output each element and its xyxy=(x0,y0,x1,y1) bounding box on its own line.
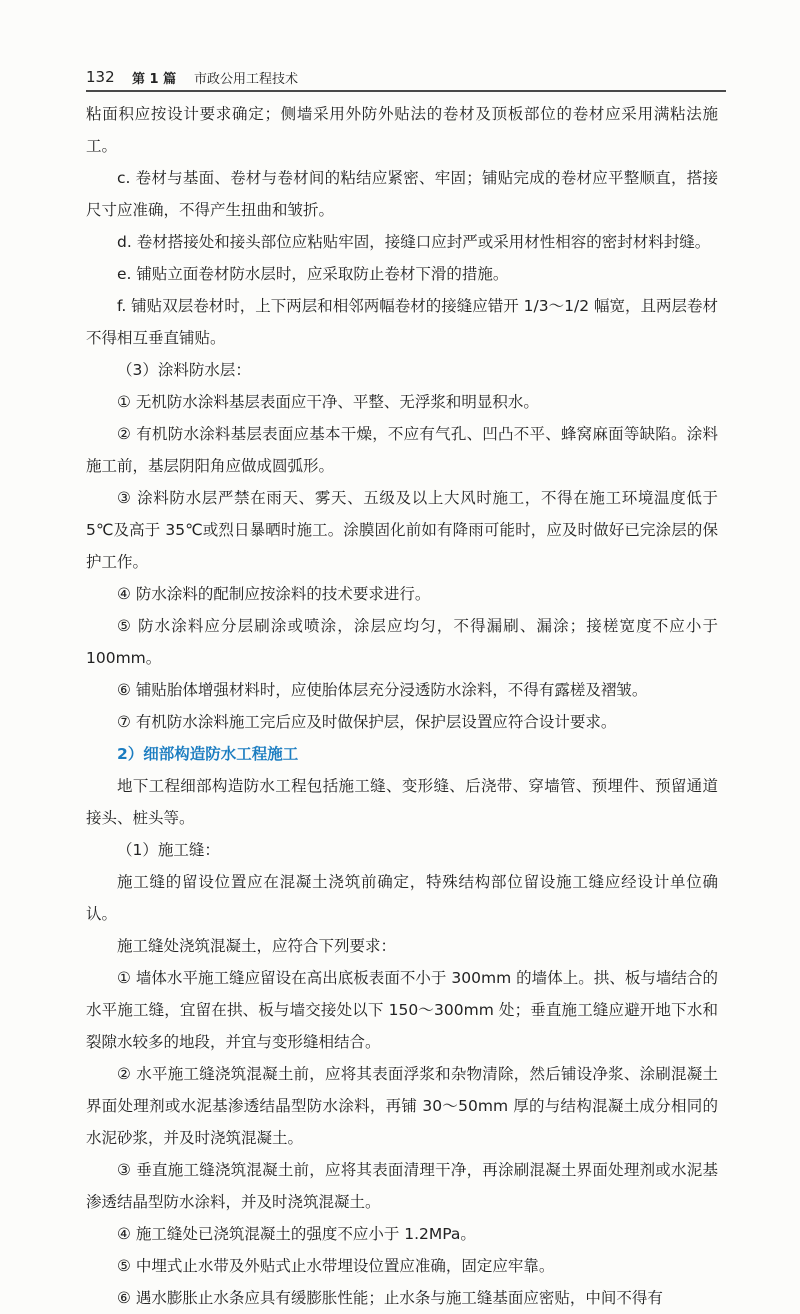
paragraph: f. 铺贴双层卷材时，上下两层和相邻两幅卷材的接缝应错开 1/3～1/2 幅宽，且两层卷材不得相互垂直铺贴。 xyxy=(86,297,718,347)
page-number: 132 xyxy=(86,68,115,86)
paragraph: 施工缝的留设位置应在混凝土浇筑前确定，特殊结构部位留设施工缝应经设计单位确认。 xyxy=(86,873,718,923)
list-item: ① 无机防水涂料基层表面应干净、平整、无浮浆和明显积水。 xyxy=(117,393,539,411)
list-item: ③ 垂直施工缝浇筑混凝土前，应将其表面清理干净，再涂刷混凝土界面处理剂或水泥基渗透结晶型防水涂料，并及时浇筑混凝土。 xyxy=(86,1161,718,1211)
running-header xyxy=(86,64,726,92)
list-item: ② 有机防水涂料基层表面应基本干燥，不应有气孔、凹凸不平、蜂窝麻面等缺陷。涂料施工前，基层阴阳角应做成圆弧形。 xyxy=(86,425,718,475)
list-item: ⑥ 铺贴胎体增强材料时，应使胎体层充分浸透防水涂料，不得有露槎及褶皱。 xyxy=(117,681,648,699)
paragraph: c. 卷材与基面、卷材与卷材间的粘结应紧密、牢固；铺贴完成的卷材应平整顺直，搭接尺寸应准确，不得产生扭曲和皱折。 xyxy=(86,169,718,219)
subheading: （1）施工缝： xyxy=(117,841,220,859)
header-rule xyxy=(86,90,726,92)
list-item: ③ 涂料防水层严禁在雨天、雾天、五级及以上大风时施工，不得在施工环境温度低于 5℃及高于 35℃或烈日暴晒时施工。涂膜固化前如有降雨可能时，应及时做好已完涂层的保护工作。 xyxy=(86,489,718,571)
paragraph: d. 卷材搭接处和接头部位应粘贴牢固，接缝口应封严或采用材性相容的密封材料封缝。 xyxy=(117,233,711,251)
chapter-title: 市政公用工程技术 xyxy=(194,72,299,87)
list-item: ④ 施工缝处已浇筑混凝土的强度不应小于 1.2MPa。 xyxy=(117,1225,476,1243)
paragraph: 施工缝处浇筑混凝土，应符合下列要求： xyxy=(117,937,397,955)
paragraph: 粘面积应按设计要求确定；侧墙采用外防外贴法的卷材及顶板部位的卷材应采用满粘法施工。 xyxy=(86,105,718,155)
list-item: ⑦ 有机防水涂料施工完后应及时做保护层，保护层设置应符合设计要求。 xyxy=(117,713,617,731)
list-item: ④ 防水涂料的配制应按涂料的技术要求进行。 xyxy=(117,585,431,603)
list-item: ⑥ 遇水膨胀止水条应具有缓膨胀性能；止水条与施工缝基面应密贴，中间不得有 xyxy=(117,1289,663,1307)
subheading: （3）涂料防水层： xyxy=(117,361,251,379)
section-heading: 2）细部构造防水工程施工 xyxy=(117,745,299,763)
paragraph: e. 铺贴立面卷材防水层时，应采取防止卷材下滑的措施。 xyxy=(117,265,509,283)
list-item: ① 墙体水平施工缝应留设在高出底板表面不小于 300mm 的墙体上。拱、板与墙结合的水平施工缝，宜留在拱、板与墙交接处以下 150～300mm 处；垂直施工缝应避开地下水和裂隙水较多的地段，并宜与变形缝相结合。 xyxy=(86,969,718,1051)
list-item: ② 水平施工缝浇筑混凝土前，应将其表面浮浆和杂物清除，然后铺设净浆、涂刷混凝土界面处理剂或水泥基渗透结晶型防水涂料，再铺 30～50mm 厚的与结构混凝土成分相同的水泥砂浆，并及时浇筑混凝土。 xyxy=(86,1065,718,1147)
list-item: ⑤ 中埋式止水带及外贴式止水带埋设位置应准确，固定应牢靠。 xyxy=(117,1257,555,1275)
part-label: 第 1 篇 xyxy=(132,72,177,87)
list-item: ⑤ 防水涂料应分层刷涂或喷涂，涂层应均匀，不得漏刷、漏涂；接槎宽度不应小于 100mm。 xyxy=(86,617,718,667)
paragraph: 地下工程细部构造防水工程包括施工缝、变形缝、后浇带、穿墙管、预埋件、预留通道接头、桩头等。 xyxy=(86,777,718,827)
